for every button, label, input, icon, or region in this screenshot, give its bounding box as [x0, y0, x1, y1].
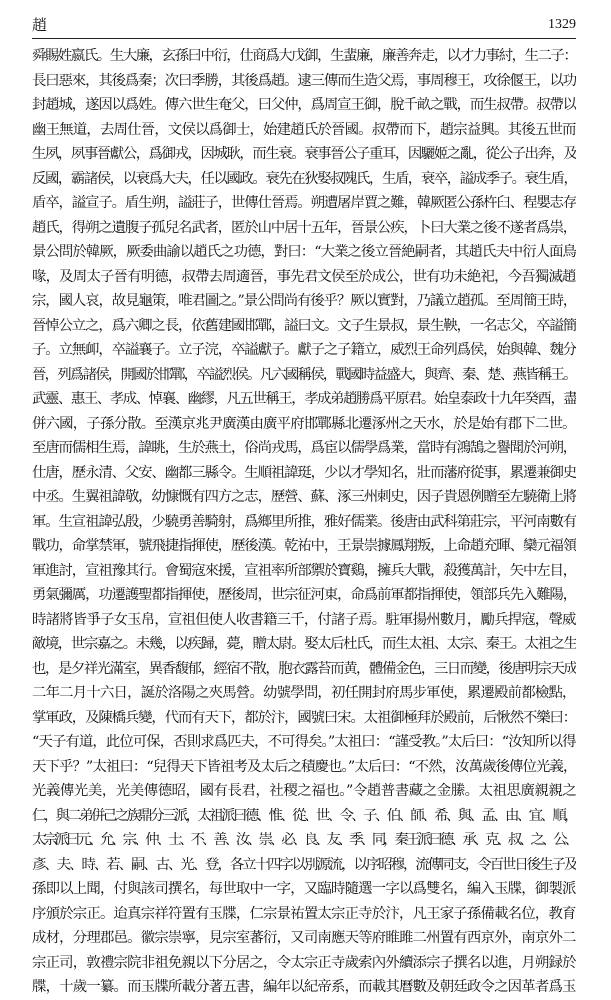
text-line: 序頒於宗正。迨真宗祥符置有玉牒，仁宗景祐置太宗正寺於汴，凡王家子孫備載名位，教育: [32, 905, 576, 922]
text-line: 趙氏，得朔之遺腹子孤兒名武者，匿於山中居十五年，晉景公疾，卜曰大業之後不遂者爲祟，: [32, 219, 576, 236]
text-line: 天下乎？”太祖曰：“兒得天下皆祖考及太后之積慶也。”太后曰：“不然，汝萬歲後傳位光義，: [32, 758, 576, 775]
text-line: 孫即以上聞，付與該司撰名，每世取中一字，又臨時隨選一字以爲雙名，編入玉牒，御製派: [32, 881, 576, 897]
text-line: 戰功，命掌禁軍，號飛捷指揮使，歷後漢。乾祐中，王景崇據鳳翔叛，上命趙充暉、欒元福領: [32, 538, 576, 554]
text-line: 牒，十歲一纂。而玉牒所載分著五書，編年以紀帝系，而載其曆數及朝廷政令之因革者爲玉: [32, 979, 576, 995]
text-line: 反國，霸諸侯，以衰爲大夫，任以國政。衰先在狄娶叔隗氏，生盾，衰卒，謚成季子。衰生盾，: [32, 170, 576, 187]
text-line: 時諸將皆爭子女玉帛，宣祖但使人收書籍三千，付諸子焉。駐軍揚州數月，勵兵捍寇，聲威: [32, 611, 576, 628]
body-text: [32, 44, 576, 1000]
text-line: 至唐而儒相生焉，諱眺，生於燕土，俗尚戎馬，爲宦以儒學爲業，當時有鴻鵠之譽聞於河朔，: [32, 440, 576, 456]
running-title: 趙: [32, 16, 48, 34]
text-line: 光義傳光美，光美傳德昭，國有長君，社稷之福也。”令趙普書藏之金縢。太祖思廣親親之: [32, 783, 576, 799]
text-line: 仕唐，歷永清、父安、幽都三縣令。生順祖諱珽，少以才學知名，壯而藩府從事，累遷兼御史: [32, 464, 576, 481]
text-line: 軍。生宣祖諱弘殷，少驍勇善騎射，爲鄉里所推，雅好儒業。後唐由武科第莊宗，平河南數有: [32, 513, 576, 530]
text-line: “天子有道，此位可保，否則求爲匹夫，不可得矣。”太祖曰：“謹受教。”太后曰：“汝知所以得: [32, 734, 576, 750]
text-line: 盾卒，謚宣子。盾生朔，謚莊子，世傳仕晉焉。朔遭屠岸賈之難，韓厥匿公孫杵臼、程嬰志存: [32, 195, 576, 211]
text-line: 彥、夫、時、若、嗣、古、光、登，各立十四字以別源流，以序昭穆，流傳同支，令百世日後生子及: [32, 856, 576, 873]
text-line: 勇氣彌厲，功遷護聖都指揮使，歷後周，世宗征河東，命爲前軍都指揮使，領部兵先入難陽，: [32, 587, 576, 603]
page-number: 1329: [548, 17, 576, 32]
text-line: 掌軍政，及陳橋兵變，代而有天下，都於汴，國號曰宋。太祖御極拜於殿前，后愀然不樂曰：: [32, 709, 576, 726]
text-line: 喙，及周太子晉有明德，叔帶去周適晉，事先君文侯至於成公，世有功未絶祀，今吾獨滅趙: [32, 268, 576, 285]
text-line: 景公問於韓厥，厥委曲諭以趙氏之功德，對曰：“大業之後立晉絶嗣者，其趙氏夫中衍人面鳥: [32, 244, 576, 260]
text-line: 併六國，子孫分散。至漢京兆尹廣漢由廣平府邯鄲縣北遷涿州之天水，於是始有郡下二世。: [32, 415, 576, 432]
text-line: 長曰惡來，其後爲秦；次曰季勝，其後爲趙。逮三傳而生造父焉，事周穆王，攻徐偃王，以功: [32, 72, 576, 89]
text-line: 成材，分理郡邑。徽宗崇寧，見宗室蕃衍，又司南應天等府睢雎二州置有西京外，南京外二: [32, 930, 576, 946]
text-line: 生夙，夙事晉獻公，爲御戎，因城耿，而生衰。衰事晉公子重耳，因驪姬之亂，從公子出奔，及: [32, 146, 576, 162]
text-line: 晉悼公立之，爲六卿之長，依舊建國邯鄲，謚曰文。文子生景叔，景生鞅，一名志父，卒謚簡: [32, 317, 576, 334]
page-header: [32, 12, 576, 39]
text-line: 子。立無卹，卒謚襄子。立子浣，卒謚獻子。獻子之子籍立，威烈王命列爲侯，始與韓、魏分: [32, 342, 576, 358]
text-line: 敵境，世宗嘉之。未幾，以疾歸，薨，贈太尉。娶太后杜氏，而生太祖、太宗、秦王。太祖之生: [32, 636, 576, 652]
text-line: 宗，國人哀，故見龜策，唯君圖之。”景公問尚有後乎？厥以實對，乃議立趙孤。至周簡王時，: [32, 293, 576, 309]
text-line: 晉，列爲諸侯，開國於邯鄲，卒謚烈侯。凡六國稱侯，戰國時益盛大，與齊、秦、楚、燕皆稱王。: [32, 366, 576, 383]
text-line: 也，是夕祥光滿室，異香馥郁，經宿不散，胞衣露苔而黄，體備金色，三日而變，後唐明宗天成: [32, 660, 576, 677]
text-line: 封趙城，遂因以爲姓。傳六世生奄父，曰父仲，爲周宣王御，脫千畝之戰，而生叔帶。叔帶以: [32, 97, 576, 113]
text-line: 中丞。生翼祖諱敬，幼慷慨有四方之志，歷營、蘇、涿三州刺史，因子貴恩例贈至左驍衛上將: [32, 489, 576, 505]
text-line: 幽王無道，去周仕晉，文侯以爲御士，始建趙氏於晉國。叔帶而下，趙宗益興。其後五世而: [32, 121, 576, 138]
text-line: 宗正司，敦禮宗院非祖免親以下分居之，令太宗正寺歲索內外續添宗子撰名以進，月朔録於: [32, 954, 576, 971]
text-line: 仁，與二弟併己之族鼎分三派，太祖派曰德、惟、從、世、令、子、伯、師、希、與、孟、由、宜、順，: [32, 807, 576, 824]
text-line: 舜賜姓嬴氏。生大廉，玄孫曰中衍，仕商爲大戊御，生蜚廉，廉善奔走，以才力事紂，生二子：: [32, 48, 576, 64]
text-line: 二年二月十六日，誕於洛陽之夾馬營。幼號學問，初任開封府馬步軍使，累遷殿前都檢點，: [32, 685, 576, 701]
text-line: 武靈、惠王、孝成、悼襄、幽繆，凡五世稱王，孝成弟趙勝爲平原君。始皇泰政十九年癸酉，盡: [32, 391, 576, 407]
text-line: 太宗派曰元、允、宗、仲、士、不、善、汝、崇、必、良、友、季、同，秦王派曰德、承、克、叔、之、公、: [32, 832, 576, 848]
text-line: 軍進討，宣祖豫其行。會蜀寇來援，宣祖率所部禦於寶鷄，擁兵大戰，殺獲萬計，矢中左目，: [32, 562, 576, 579]
